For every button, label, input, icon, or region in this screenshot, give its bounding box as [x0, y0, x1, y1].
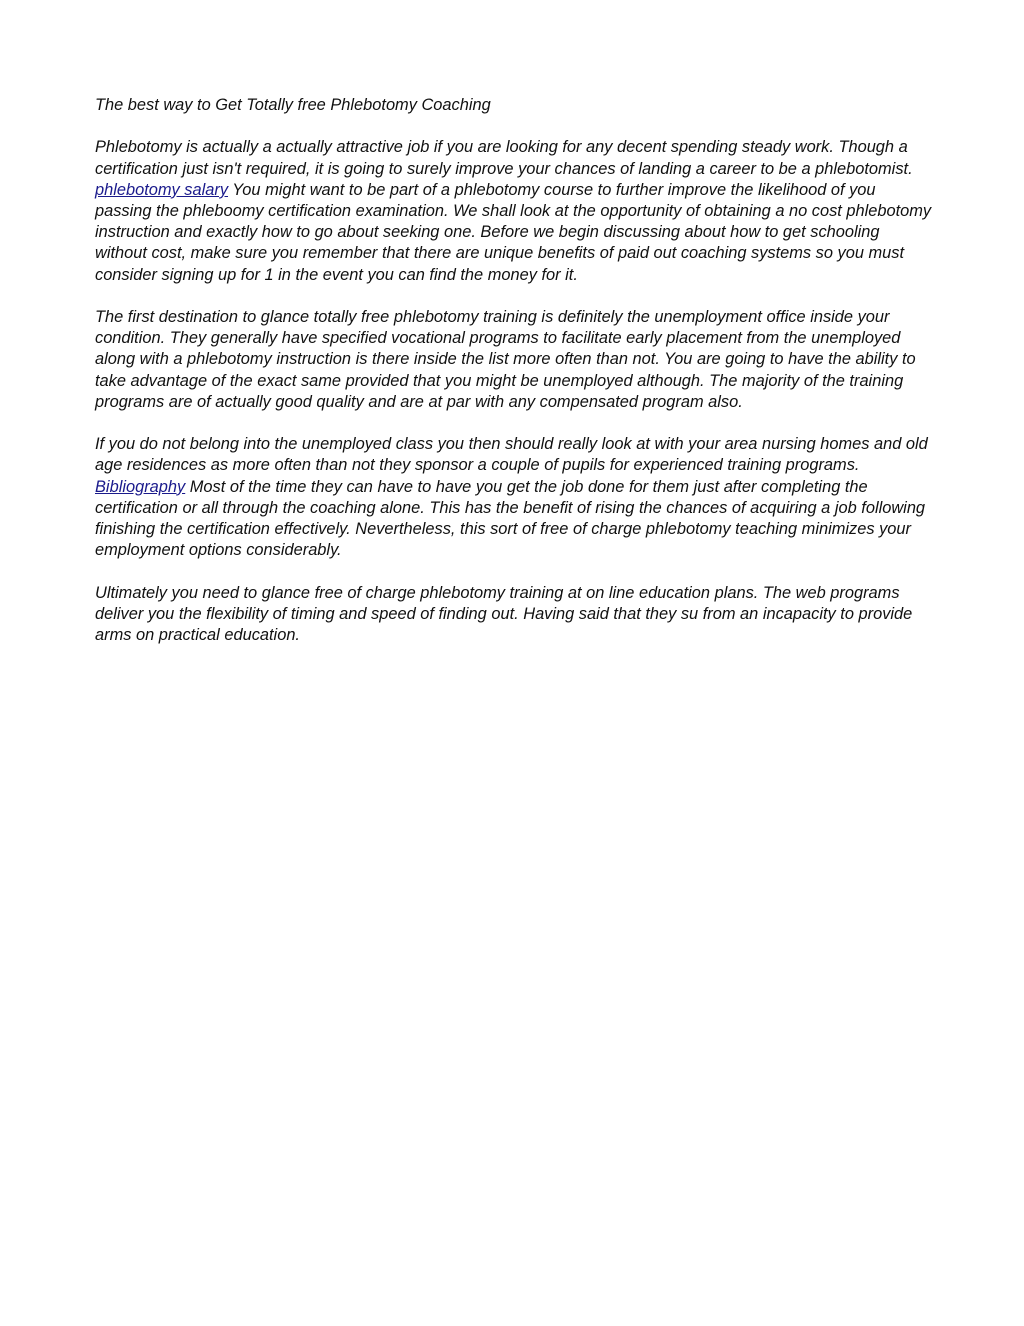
paragraph-3-text-after: Most of the time they can have to have you get the job done for them just after completing the certification or all through the coaching alone. This has the benefit of rising the chances of acquiring a job following finishing the certification effectively. Nevertheless, this sort of free of charge phlebotomy teaching minimizes your employment options considerably.	[95, 477, 926, 560]
paragraph-1-text-after: You might want to be part of a phlebotomy course to further improve the likelihood of you passing the phleboomy certification examination. We shall look at the opportunity of obtaining a no cost phlebotomy instruction and exactly how to go about seeking one. Before we begin discussing about how to get schooling without cost, make sure you remember that there are unique benefits of paid out coaching systems so you must consider signing up for 1 in the event you can find the money for it.	[95, 180, 932, 284]
document-page	[95, 95, 935, 667]
paragraph-1-text-before: Phlebotomy is actually a actually attractive job if you are looking for any decent spending steady work. Though a certification just isn't required, it is going to surely improve your chances of landing a career to be a phlebotomist.	[95, 138, 913, 178]
paragraph-1	[95, 137, 935, 285]
phlebotomy-salary-link[interactable]: phlebotomy salary	[95, 180, 229, 199]
bibliography-link[interactable]: Bibliography	[95, 477, 186, 496]
paragraph-2: The first destination to glance totally free phlebotomy training is definitely the unemployment office inside your condition. They generally have specified vocational programs to facilitate early placement from the unemployed along with a phlebotomy instruction is there inside the list more often than not. You are going to have the ability to take advantage of the exact same provided that you might be unemployed although. The majority of the training programs are of actually good quality and are at par with any compensated program also.	[95, 308, 916, 411]
paragraph-3-text-before: If you do not belong into the unemployed class you then should really look at with your area nursing homes and old age residences as more often than not they sponsor a couple of pupils for experienced training programs.	[95, 435, 928, 475]
paragraph-4: Ultimately you need to glance free of charge phlebotomy training at on line education plans. The web programs deliver you the flexibility of timing and speed of finding out. Having said that they su from an incapacity to provide arms on practical education.	[95, 583, 913, 645]
document-title: The best way to Get Totally free Phlebotomy Coaching	[95, 96, 491, 114]
paragraph-3	[95, 434, 935, 561]
